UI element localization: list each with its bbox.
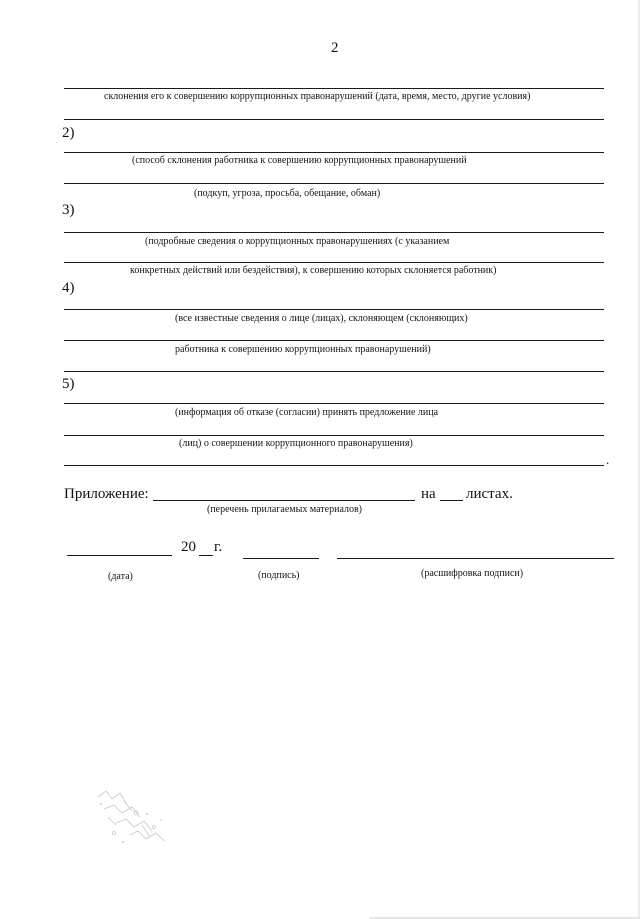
attachment-on: на xyxy=(421,486,436,502)
s1-line-top xyxy=(64,88,604,89)
attachment-label: Приложение: xyxy=(64,486,149,502)
s3-line-1 xyxy=(64,232,604,233)
s2-caption-a: (способ склонения работника к совершению коррупционных правонарушений xyxy=(132,155,467,166)
s4-line-2 xyxy=(64,340,604,341)
s1-caption: склонения его к совершению коррупционных правонарушений (дата, время, место, другие условия) xyxy=(104,91,531,102)
faint-stamp-mark xyxy=(86,783,186,853)
s4-caption-a: (все известные сведения о лице (лицах), склоняющем (склоняющих) xyxy=(175,313,468,324)
s5-caption-b: (лиц) о совершении коррупционного правонарушения) xyxy=(179,438,413,449)
date-caption: (дата) xyxy=(108,571,133,582)
s5-line-1 xyxy=(64,403,604,404)
year-suffix: г. xyxy=(214,539,223,555)
s3-caption-b: конкретных действий или бездействия), к совершению которых склоняется работник) xyxy=(130,265,497,276)
attachment-caption: (перечень прилагаемых материалов) xyxy=(207,504,363,515)
signature-caption: (подпись) xyxy=(258,570,300,581)
s3-caption-a: (подробные сведения о коррупционных правонарушениях (с указанием xyxy=(145,236,450,247)
year-prefix: 20 xyxy=(181,539,196,555)
s3-number: 3) xyxy=(62,202,75,218)
s5-end-mark: . xyxy=(606,452,610,467)
decoding-caption: (расшифровка подписи) xyxy=(421,568,524,579)
s5-line-3 xyxy=(64,465,604,466)
s5-caption-a: (информация об отказе (согласии) принять предложение лица xyxy=(175,407,439,418)
s2-line-1 xyxy=(64,152,604,153)
s2-line-2 xyxy=(64,183,604,184)
date-line xyxy=(67,555,172,556)
s4-caption-b: работника к совершению коррупционных правонарушений) xyxy=(175,344,431,355)
s4-line-1 xyxy=(64,309,604,310)
s5-line-2 xyxy=(64,435,604,436)
s3-line-2 xyxy=(64,262,604,263)
page-number: 2 xyxy=(331,40,339,56)
s5-number: 5) xyxy=(62,376,75,392)
decoding-line xyxy=(337,558,614,559)
s4-number: 4) xyxy=(62,280,75,296)
s2-caption-b: (подкуп, угроза, просьба, обещание, обман) xyxy=(194,188,381,199)
year-line xyxy=(199,555,213,556)
signature-line xyxy=(243,558,319,559)
s2-number: 2) xyxy=(62,125,75,141)
attachment-sheets-word: листах. xyxy=(466,486,513,502)
attachment-list-line xyxy=(153,500,415,501)
attachment-sheets-line xyxy=(440,500,463,501)
s1-line-bottom xyxy=(64,119,604,120)
s4-line-3 xyxy=(64,371,604,372)
